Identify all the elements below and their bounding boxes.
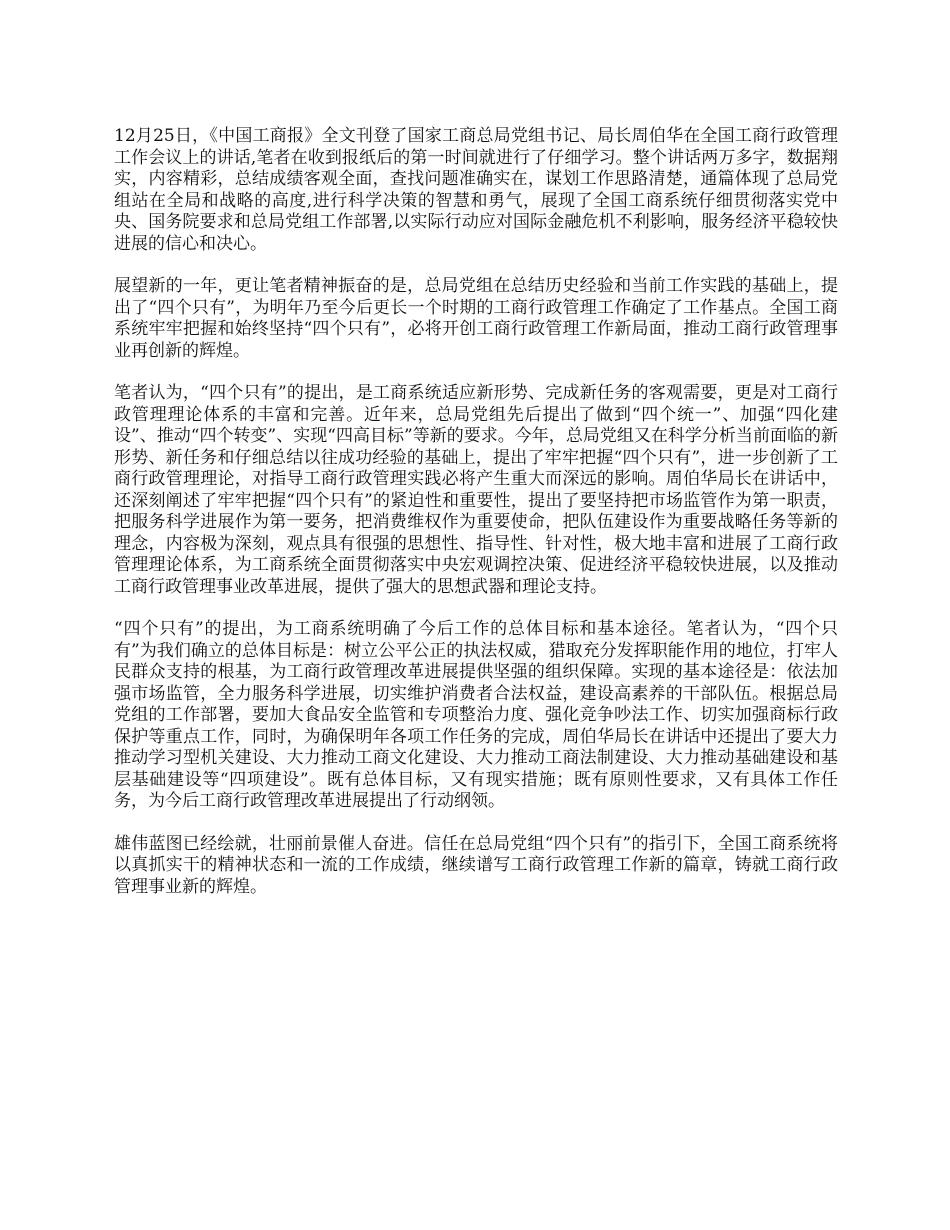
paragraph-2: 展望新的一年，更让笔者精神振奋的是，总局党组在总结历史经验和当前工作实践的基础上，提出了“四个只有”，为明年乃至今后更长一个时期的工商行政管理工作确定了工作基点。全国工商系统牢牢把握和始终坚持“四个只有”，必将开创工商行政管理工作新局面，推动工商行政管理事业再创新的辉煌。	[114, 276, 838, 361]
paragraph-4: “四个只有”的提出，为工商系统明确了今后工作的总体目标和基本途径。笔者认为，“四个只有”为我们确立的总体目标是：树立公平公正的执法权威，猎取充分发挥职能作用的地位，打牢人民群众支持的根基，为工商行政管理改革进展提供坚强的组织保障。实现的基本途径是：依法加强市场监管，全力服务科学进展，切实维护消费者合法权益，建设高素养的干部队伍。根据总局党组的工作部署，要加大食品安全监管和专项整治力度、强化竞争吵法工作、切实加强商标行政保护等重点工作，同时，为确保明年各项工作任务的完成，周伯华局长在讲话中还提出了要大力推动学习型机关建设、大力推动工商文化建设、大力推动工商法制建设、大力推动基础建设和基层基础建设等“四项建设”。既有总体目标，又有现实措施；既有原则性要求，又有具体工作任务，为今后工商行政管理改革进展提出了行动纲领。	[114, 619, 838, 811]
paragraph-3: 笔者认为，“四个只有”的提出，是工商系统适应新形势、完成新任务的客观需要，更是对工商行政管理理论体系的丰富和完善。近年来，总局党组先后提出了做到“四个统一”、加强“四化建设”、推动“四个转变”、实现“四高目标”等新的要求。今年，总局党组又在科学分析当前面临的新形势、新任务和仔细总结以往成功经验的基础上，提出了牢牢把握“四个只有”，进一步创新了工商行政管理理论，对指导工商行政管理实践必将产生重大而深远的影响。周伯华局长在讲话中，还深刻阐述了牢牢把握“四个只有”的紧迫性和重要性，提出了要坚持把市场监管作为第一职责，把服务科学进展作为第一要务，把消费维权作为重要使命，把队伍建设作为重要战略任务等新的理念，内容极为深刻，观点具有很强的思想性、指导性、针对性，极大地丰富和进展了工商行政管理理论体系，为工商系统全面贯彻落实中央宏观调控决策、促进经济平稳较快进展，以及推动工商行政管理事业改革进展，提供了强大的思想武器和理论支持。	[114, 383, 838, 597]
paragraph-5: 雄伟蓝图已经绘就，壮丽前景催人奋进。信任在总局党组“四个只有”的指引下，全国工商系统将以真抓实干的精神状态和一流的工作成绩，继续谱写工商行政管理工作新的篇章，铸就工商行政管理事业新的辉煌。	[114, 833, 838, 897]
article-body	[114, 126, 838, 919]
paragraph-1: 12月25日，《中国工商报》全文刊登了国家工商总局党组书记、局长周伯华在全国工商行政管理工作会议上的讲话,笔者在收到报纸后的第一时间就进行了仔细学习。整个讲话两万多字，数据翔实，内容精彩，总结成绩客观全面，查找问题准确实在，谋划工作思路清楚，通篇体现了总局党组站在全局和战略的高度,进行科学决策的智慧和勇气，展现了全国工商系统仔细贯彻落实党中央、国务院要求和总局党组工作部署,以实际行动应对国际金融危机不利影响，服务经济平稳较快进展的信心和决心。	[114, 126, 838, 254]
